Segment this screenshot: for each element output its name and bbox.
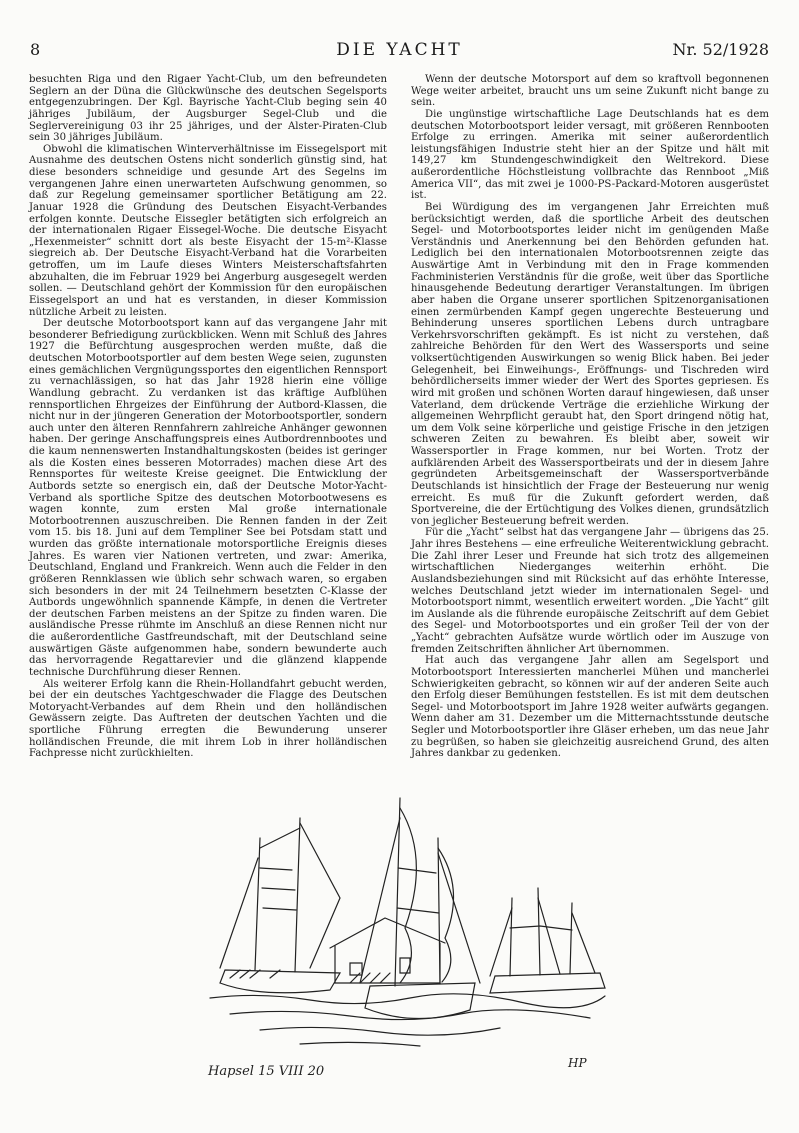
artist-signature: Hapsel 15 VIII 20 bbox=[208, 1064, 325, 1079]
paragraph: Wenn der deutsche Motorsport auf dem so kraftvoll begonnenen Wege weiter arbeitet, braucht uns um seine Zukunft nicht bange zu sein. bbox=[411, 74, 769, 109]
page-number: 8 bbox=[30, 40, 41, 59]
left-text-column bbox=[29, 74, 387, 760]
issue-number: Nr. 52/1928 bbox=[672, 40, 769, 59]
paragraph: Als weiterer Erfolg kann die Rhein-Hollandfahrt gebucht werden, bei der ein deutsches Yachtgeschwader die Flagge des Deutschen Motoryacht-Verbandes auf dem Rhein und den holländischen Gewässern zeigte. Das Auftreten der deutschen Yachten und die sportliche Führung erregten die Bewunderung unserer holländischen Freunde, die mit ihrem Lob in ihrer holländischen Fachpresse nicht zurückhielten. bbox=[29, 678, 387, 760]
paragraph: besuchten Riga und den Rigaer Yacht-Club, um den befreundeten Seglern an der Düna die Glückwünsche des deutschen Segelsports entgegenzubringen. Der Kgl. Bayrische Yacht-Club beging sein 40 jähriges Jubiläum, der Augsburger Segel-Club und die Seglervereinigung 03 ihr 25 jähriges, und der Alster-Piraten-Club sein 30 jähriges Jubiläum. bbox=[29, 74, 387, 144]
paragraph: Hat auch das vergangene Jahr allen am Segelsport und Motorbootsport Interessierten mancherlei Mühen und mancherlei Schwierigkeiten gebracht, so können wir auf der anderen Seite auch den Erfolg dieser Bemühungen feststellen. Es ist mit dem deutschen Segel- und Motorbootsport im Jahre 1928 weiter aufwärts gegangen. Wenn daher am 31. Dezember um die Mitternachtsstunde deutsche Segler und Motorbootsportler ihre Gläser erheben, um das neue Jahr zu begrüßen, so haben sie gleichzeitig ausreichend Grund, des alten Jahres dankbar zu gedenken. bbox=[411, 655, 769, 760]
page-header bbox=[30, 40, 769, 62]
right-text-column bbox=[411, 74, 769, 760]
paragraph: Für die „Yacht“ selbst hat das vergangene Jahr — übrigens das 25. Jahr ihres Bestehens — eine erfreuliche Weiterentwicklung gebracht. Die Zahl ihrer Leser und Freunde hat sich trotz des allgemeinen wirtschaftlichen Niederganges weiterhin erhöht. Die Auslandsbeziehungen sind mit Rücksicht auf das erhöhte Interesse, welches Deutschland jetzt wieder im internationalen Segel- und Motorbootsport nimmt, wesentlich erweitert worden. „Die Yacht“ gilt im Auslande als die führende europäische Zeitschrift auf dem Gebiet des Segel- und Motorbootsportes und ein großer Teil der von der „Yacht“ gebrachten Aufsätze wurde wörtlich oder im Auszuge von fremden Zeitschriften ähnlicher Art übernommen. bbox=[411, 527, 769, 655]
paragraph: Die ungünstige wirtschaftliche Lage Deutschlands hat es dem deutschen Motorbootsport leider versagt, mit größeren Rennbooten Erfolge zu erringen. Amerika mit seiner außerordentlich leistungsfähigen Industrie steht hier an der Spitze und hält mit 149,27 km Stundengeschwindigkeit den Weltrekord. Diese außerordentliche Höchstleistung vollbrachte das Rennboot „Miß America VII“, das mit zwei je 1000-PS-Packard-Motoren ausgerüstet ist. bbox=[411, 108, 769, 202]
paragraph: Bei Würdigung des im vergangenen Jahr Erreichten muß berücksichtigt werden, daß die sportliche Arbeit des deutschen Segel- und Motorbootsportes leider nicht im genügenden Maße Verständnis und Anerkennung bei den Behörden gefunden hat. Lediglich bei den internationalen Motorbootsrennen zeigte das Auswärtige Amt in Verbindung mit den in Frage kommenden Fachministerien Verständnis für die große, weit über das Sportliche hinausgehende Bedeutung derartiger Veranstaltungen. Im übrigen aber haben die Organe unserer sportlichen Spitzenorganisationen einen zermürbenden Kampf gegen ungerechte Besteuerung und Behinderung unseres sportlichen Lebens durch untragbare Verkehrsvorschriften gekämpft. Es ist nicht zu verstehen, daß zahlreiche Behörden für den Wert des Wassersports und seine volksertüchtigenden Auswirkungen so wenig Blick haben. Bei jeder Gelegenheit, bei Einweihungs-, Eröffnungs- und Tischreden wird behördlicherseits immer wieder der Wert des Sportes gepriesen. Es wird mit großen und schönen Worten darauf hingewiesen, daß unser Vaterland, dem drückende Verträge die erziehliche Wirkung der allgemeinen Wehrpflicht geraubt hat, den Sport dringend nötig hat, um dem Volk seine körperliche und geistige Frische in den jetzigen schweren Zeiten zu bewahren. Es bleibt aber, soweit wir Wassersportler in Frage kommen, nur bei Worten. Trotz der aufklärenden Arbeit des Wassersportbeirats und der in diesem Jahre gegründeten Arbeitsgemeinschaft der Wassersportverbände Deutschlands ist hinsichtlich der Frage der Besteuerung nur wenig erreicht. Es muß für die Zukunft gefordert werden, daß Sportvereine, die der Ertüchtigung des Volkes dienen, grundsätzlich von jeglicher Besteuerung befreit werden. bbox=[411, 201, 769, 527]
paragraph: Der deutsche Motorbootsport kann auf das vergangene Jahr mit besonderer Befriedigung zurückblicken. Wenn mit Schluß des Jahres 1927 die Befürchtung ausgesprochen werden mußte, daß die deutschen Motorbootsportler auf dem besten Wege seien, zugunsten eines gemächlichen Vergnügungssportes den eigentlichen Rennsport zu vernachlässigen, so hat das Jahr 1928 hierin eine völlige Wandlung gebracht. Zu verdanken ist das kräftige Aufblühen rennsportlichen Ehrgeizes der Einführung der Autbord-Klassen, die nicht nur in der jüngeren Generation der Motorbootsportler, sondern auch unter den älteren Rennfahrern zahlreiche Anhänger gewonnen haben. Der geringe Anschaffungspreis eines Autbordrennbootes und die kaum nennenswerten Instandhaltungskosten (beides ist geringer als die Kosten eines besseren Motorrades) machen diese Art des Rennsportes für weiteste Kreise geeignet. Die Entwicklung der Autbords setzte so energisch ein, daß der Deutsche Motor-Yacht-Verband als sportliche Spitze des deutschen Motorbootwesens es wagen konnte, zum ersten Mal große internationale Motorbootrennen auszuschreiben. Die Rennen fanden in der Zeit vom 15. bis 18. Juni auf dem Templiner See bei Potsdam statt und wurden das größte internationale motorsportliche Ereignis dieses Jahres. Es waren vier Nationen vertreten, und zwar: Amerika, Deutschland, England und Frankreich. Wenn auch die Felder in den größeren Rennklassen wie üblich sehr schwach waren, so ergaben sich besonders in der mit 24 Teilnehmern besetzten C-Klasse der Autbords ungewöhnlich spannende Kämpfe, in denen die Vertreter der deutschen Farben meistens an der Spitze zu finden waren. Die ausländische Presse rühmte im Anschluß an diese Rennen nicht nur die außerordentliche Gastfreundschaft, mit der Deutschland seine auswärtigen Gäste aufgenommen habe, sondern bewunderte auch das hervorragende Regattarevier und die glänzend klappende technische Durchführung dieser Rennen. bbox=[29, 318, 387, 678]
artist-monogram: HP bbox=[568, 1056, 587, 1070]
harbor-sketch-illustration bbox=[200, 778, 615, 1093]
journal-title: DIE YACHT bbox=[336, 40, 463, 60]
harbor-sketch-icon bbox=[200, 778, 615, 1093]
paragraph: Obwohl die klimatischen Winterverhältnisse im Eissegelsport mit Ausnahme des deutschen Ostens nicht sonderlich günstig sind, hat diese besonders schneidige und gesunde Art des Segelns im vergangenen Jahre einen unerwarteten Aufschwung genommen, so daß zur Regelung gemeinsamer sportlicher Betätigung am 22. Januar 1928 die Gründung des Deutschen Eisyacht-Verbandes erfolgen konnte. Deutsche Eissegler betätigten sich erfolgreich an der internationalen Rigaer Eissegel-Woche. Die deutsche Eisyacht „Hexenmeister“ schnitt dort als beste Eisyacht der 15-m²-Klasse siegreich ab. Der Deutsche Eisyacht-Verband hat die Vorarbeiten getroffen, um im Laufe dieses Winters Meisterschaftsfahrten abzuhalten, die im Februar 1929 bei Angerburg ausgesegelt werden sollen. — Deutschland gehört der Kommission für den europäischen Eissegelsport an und hat es verstanden, in dieser Kommission nützliche Arbeit zu leisten. bbox=[29, 143, 387, 318]
